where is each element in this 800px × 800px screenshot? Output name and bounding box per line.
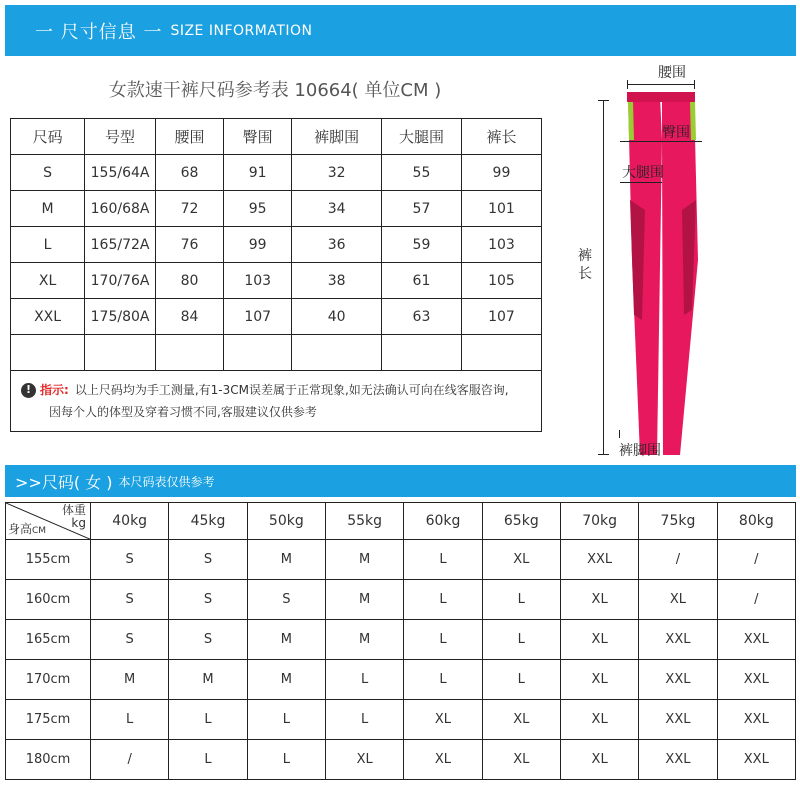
size-recommendation: L (91, 700, 169, 740)
hip-label: 臀围 (662, 125, 690, 141)
size-cell: 99 (224, 227, 292, 263)
size-recommendation: XL (560, 740, 638, 780)
size-cell: 103 (461, 227, 541, 263)
thigh-label: 大腿围 (622, 165, 664, 181)
size-recommendation: M (91, 660, 169, 700)
size-cell: XL (11, 263, 85, 299)
size-recommendation: XL (482, 740, 560, 780)
size-cell: M (11, 191, 85, 227)
size-cell: 72 (155, 191, 223, 227)
weight-header-row (6, 503, 796, 540)
size-cell: 107 (224, 299, 292, 335)
size-recommendation: XL (639, 580, 717, 620)
waist-tick (627, 80, 628, 89)
size-recommendation: XXL (639, 700, 717, 740)
length-tick (598, 100, 609, 101)
size-recommendation: XXL (560, 540, 638, 580)
size-cell: 91 (224, 155, 292, 191)
size-recommendation: S (247, 580, 325, 620)
size-chart-title: 女款速干裤尺码参考表 10664( 单位CM ) (108, 80, 442, 101)
size-recommendation: M (247, 620, 325, 660)
column-header: 腰围 (155, 119, 223, 155)
height-label: 165cm (6, 620, 91, 660)
banner-title-cn: 一 尺寸信息 一 (35, 21, 163, 43)
size-recommendation: L (169, 700, 247, 740)
size-cell: 105 (461, 263, 541, 299)
note-label: 指示: (40, 383, 69, 397)
size-recommendation: L (482, 580, 560, 620)
length-label-2: 长 (578, 266, 592, 282)
corner-weight-label (62, 504, 86, 530)
size-recommendation: M (325, 540, 403, 580)
empty-cell (155, 335, 223, 371)
column-header: 裤脚围 (292, 119, 382, 155)
height-row (6, 540, 796, 580)
height-label: 155cm (6, 540, 91, 580)
size-recommendation: XL (482, 540, 560, 580)
size-recommendation: XL (560, 700, 638, 740)
note-text-2: 因每个人的体型及穿着习惯不同,客服建议仅供参考 (49, 405, 317, 419)
size-cell: 170/76A (85, 263, 156, 299)
weight-header: 40kg (91, 503, 169, 540)
note-text-1: 以上尺码均为手工测量,有1-3CM误差属于正常现象,如无法确认可向在线客服咨询, (74, 383, 509, 397)
size-cell: XXL (11, 299, 85, 335)
size-recommendation: XL (560, 660, 638, 700)
column-header: 臀围 (224, 119, 292, 155)
length-line (603, 100, 604, 455)
size-recommendation: L (247, 740, 325, 780)
size-recommendation: XXL (717, 700, 795, 740)
height-row (6, 620, 796, 660)
size-cell: 99 (461, 155, 541, 191)
size-recommendation: L (404, 620, 482, 660)
height-row (6, 740, 796, 780)
size-chart-header-row (11, 119, 542, 155)
column-header: 大腿围 (382, 119, 462, 155)
corner-weight-1: 体重 (61, 503, 86, 517)
info-icon: ! (21, 383, 36, 398)
size-recommendation: L (404, 540, 482, 580)
size-row (11, 191, 542, 227)
size-recommendation: XXL (717, 660, 795, 700)
size-recommendation: XL (482, 700, 560, 740)
size-recommendation: / (717, 540, 795, 580)
size-cell: 40 (292, 299, 382, 335)
corner-height-label (8, 520, 46, 537)
size-row (11, 155, 542, 191)
size-cell: 107 (461, 299, 541, 335)
weight-header: 60kg (404, 503, 482, 540)
empty-cell (382, 335, 462, 371)
size-recommendation: S (91, 540, 169, 580)
height-label: 175cm (6, 700, 91, 740)
weight-header: 55kg (325, 503, 403, 540)
size-recommendation: L (169, 740, 247, 780)
size-cell: 101 (461, 191, 541, 227)
height-label: 180cm (6, 740, 91, 780)
weight-header: 75kg (639, 503, 717, 540)
size-recommendation: M (247, 660, 325, 700)
empty-row (11, 335, 542, 371)
length-label-1: 裤 (578, 248, 592, 264)
note-cell (11, 371, 542, 432)
size-recommendation: S (169, 540, 247, 580)
empty-cell (85, 335, 156, 371)
size-chart-table (10, 118, 542, 432)
height-weight-table (5, 502, 796, 780)
size-row (11, 263, 542, 299)
pants-trim-right (690, 102, 696, 140)
size-recommendation: M (169, 660, 247, 700)
size-cell: 57 (382, 191, 462, 227)
size-recommendation: / (717, 580, 795, 620)
size-recommendation: XL (404, 700, 482, 740)
length-tick (598, 454, 609, 455)
pants-diagram (570, 60, 800, 460)
size-recommendation: XXL (639, 620, 717, 660)
size-cell: 165/72A (85, 227, 156, 263)
size-recommendation: L (325, 700, 403, 740)
size-cell: 76 (155, 227, 223, 263)
pants-waistband (627, 92, 695, 102)
size-cell: 34 (292, 191, 382, 227)
weight-header: 45kg (169, 503, 247, 540)
size-recommendation: XXL (717, 620, 795, 660)
column-header: 号型 (85, 119, 156, 155)
height-row (6, 660, 796, 700)
corner-weight-2: kg (71, 516, 86, 530)
size-recommendation: S (91, 580, 169, 620)
hem-label: 裤脚围 (619, 443, 661, 459)
empty-cell (292, 335, 382, 371)
pants-trim-left (628, 102, 634, 140)
size-recommendation: XXL (717, 740, 795, 780)
sub-banner-note: 本尺码表仅供参考 (118, 474, 215, 489)
size-cell: 175/80A (85, 299, 156, 335)
height-label: 170cm (6, 660, 91, 700)
empty-cell (224, 335, 292, 371)
size-recommendation: XL (560, 620, 638, 660)
size-cell: 36 (292, 227, 382, 263)
size-recommendation: / (91, 740, 169, 780)
size-recommendation: XXL (639, 660, 717, 700)
corner-height: 身高 (8, 522, 33, 536)
women-size-banner (5, 465, 796, 497)
size-recommendation: XL (560, 580, 638, 620)
size-recommendation: L (482, 620, 560, 660)
size-recommendation: M (325, 620, 403, 660)
size-row (11, 299, 542, 335)
size-recommendation: XXL (639, 740, 717, 780)
size-recommendation: L (247, 700, 325, 740)
weight-header: 65kg (482, 503, 560, 540)
note-row (11, 371, 542, 432)
size-recommendation: S (169, 620, 247, 660)
size-cell: 95 (224, 191, 292, 227)
size-cell: 160/68A (85, 191, 156, 227)
size-cell: S (11, 155, 85, 191)
size-recommendation: M (325, 580, 403, 620)
size-recommendation: M (247, 540, 325, 580)
height-row (6, 700, 796, 740)
size-cell: 63 (382, 299, 462, 335)
waist-label: 腰围 (658, 65, 686, 81)
note-line-1 (21, 379, 541, 401)
size-recommendation: / (639, 540, 717, 580)
size-cell: 155/64A (85, 155, 156, 191)
size-recommendation: S (91, 620, 169, 660)
size-row (11, 227, 542, 263)
column-header: 裤长 (461, 119, 541, 155)
size-info-banner (5, 5, 796, 56)
size-recommendation: L (404, 660, 482, 700)
size-recommendation: L (325, 660, 403, 700)
height-label: 160cm (6, 580, 91, 620)
waist-line (627, 84, 695, 85)
size-recommendation: S (169, 580, 247, 620)
size-cell: 55 (382, 155, 462, 191)
corner-cell (6, 503, 91, 540)
banner-title-en: SIZE INFORMATION (170, 22, 313, 39)
size-cell: L (11, 227, 85, 263)
empty-cell (11, 335, 85, 371)
corner-height-unit: CM (32, 526, 47, 536)
size-recommendation: XL (404, 740, 482, 780)
height-row (6, 580, 796, 620)
hem-tick (619, 430, 620, 438)
size-recommendation: L (404, 580, 482, 620)
size-cell: 80 (155, 263, 223, 299)
sub-banner-title: >>尺码( 女 ) (15, 472, 113, 492)
weight-header: 80kg (717, 503, 795, 540)
size-cell: 61 (382, 263, 462, 299)
waist-tick (694, 80, 695, 89)
size-recommendation: XL (325, 740, 403, 780)
size-cell: 84 (155, 299, 223, 335)
size-cell: 103 (224, 263, 292, 299)
empty-cell (461, 335, 541, 371)
size-cell: 68 (155, 155, 223, 191)
pants-illustration (570, 60, 800, 460)
size-cell: 32 (292, 155, 382, 191)
weight-header: 50kg (247, 503, 325, 540)
size-cell: 59 (382, 227, 462, 263)
thigh-line (620, 182, 662, 183)
column-header: 尺码 (11, 119, 85, 155)
size-recommendation: L (482, 660, 560, 700)
weight-header: 70kg (560, 503, 638, 540)
size-cell: 38 (292, 263, 382, 299)
